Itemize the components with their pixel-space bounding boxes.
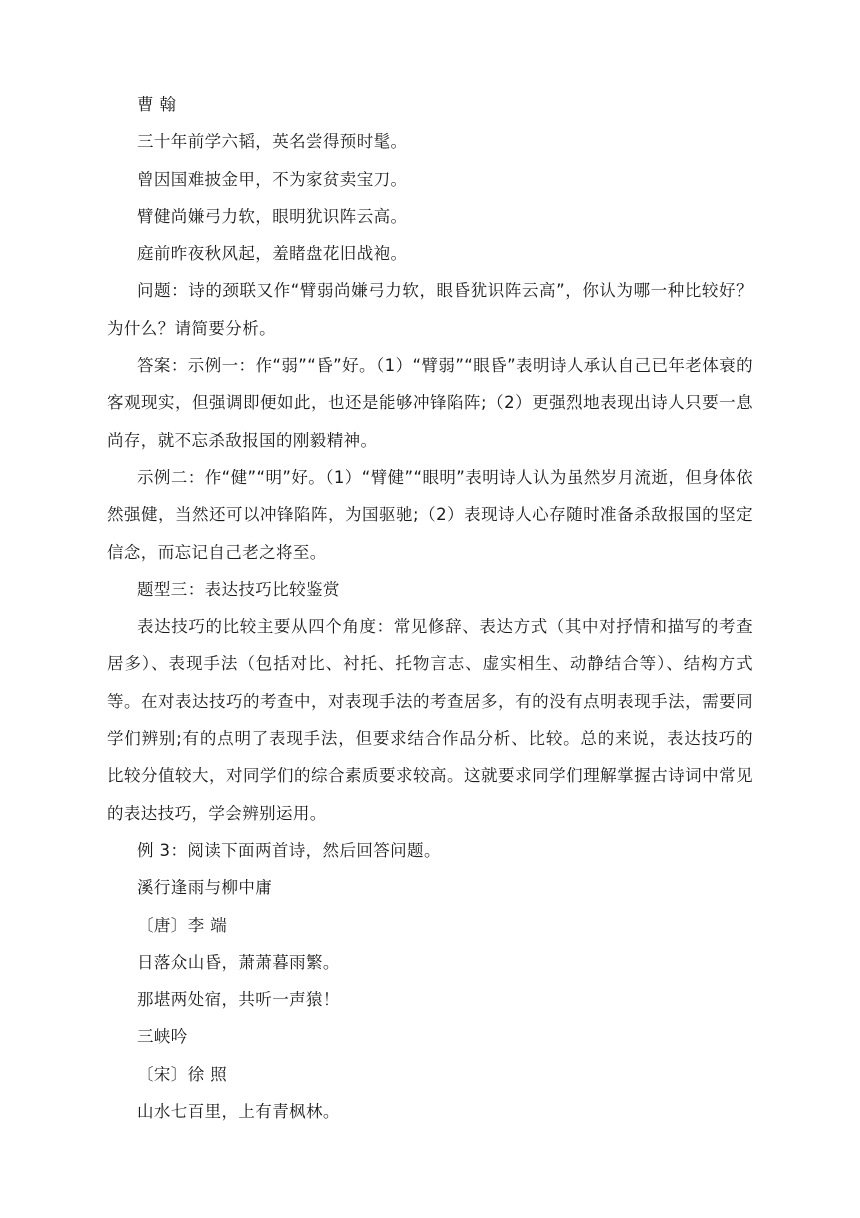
example-intro: 例 3：阅读下面两首诗，然后回答问题。 xyxy=(137,840,441,860)
section-heading: 题型三：表达技巧比较鉴赏 xyxy=(137,579,340,599)
answer-example-one: 答案：示例一：作“弱”“昏”好。（1）“臂弱”“眼昏”表明诗人承认自己已年老体衰的客观现实，但强调即便如此，也还是能够冲锋陷阵;（2）更强烈地表现出诗人只要一息尚存，就不忘杀敌报国的刚毅精神。 xyxy=(107,356,753,450)
answer-example-two: 示例二：作“健”“明”好。（1）“臂健”“眼明”表明诗人认为虽然岁月流逝，但身体依然强健，当然还可以冲锋陷阵，为国驱驰;（2）表现诗人心存随时准备杀敌报国的坚定信念，而忘记自己老之将至。 xyxy=(107,467,753,562)
poem-line: 那堪两处宿，共听一声猿！ xyxy=(137,990,340,1010)
poem-title: 溪行逢雨与柳中庸 xyxy=(137,878,273,898)
poem-author: 〔唐〕李 端 xyxy=(137,915,228,935)
poem-line: 臂健尚嫌弓力软，眼明犹识阵云高。 xyxy=(137,206,408,226)
poem-line: 日落众山昏，萧萧暮雨繁。 xyxy=(137,952,340,972)
poem-line: 庭前昨夜秋风起，羞睹盘花旧战袍。 xyxy=(137,244,408,264)
poem-line: 三十年前学六韬，英名尝得预时髦。 xyxy=(137,132,408,152)
body-paragraph: 表达技巧的比较主要从四个角度：常见修辞、表达方式（其中对抒情和描写的考查居多）、表现手法（包括对比、衬托、托物言志、虚实相生、动静结合等）、结构方式等。在对表达技巧的考查中，对表现手法的考查居多，有的没有点明表现手法，需要同学们辨别;有的点明了表现手法，但要求结合作品分析、比较。总的来说，表达技巧的比较分值较大，对同学们的综合素质要求较高。这就要求同学们理解掌握古诗词中常见的表达技巧，学会辨别运用。 xyxy=(107,617,753,823)
poem-title: 三峡吟 xyxy=(137,1027,188,1047)
poem-line: 山水七百里，上有青枫林。 xyxy=(137,1102,340,1122)
document-body xyxy=(107,86,753,1130)
poem-author: 曹 翰 xyxy=(137,95,177,114)
poem-author: 〔宋〕徐 照 xyxy=(137,1064,228,1084)
poem-line: 曾因国难披金甲，不为家贫卖宝刀。 xyxy=(137,169,408,189)
question-paragraph: 问题：诗的颈联又作“臂弱尚嫌弓力软，眼昏犹识阵云高”，你认为哪一种比较好？为什么？请简要分析。 xyxy=(107,281,753,338)
